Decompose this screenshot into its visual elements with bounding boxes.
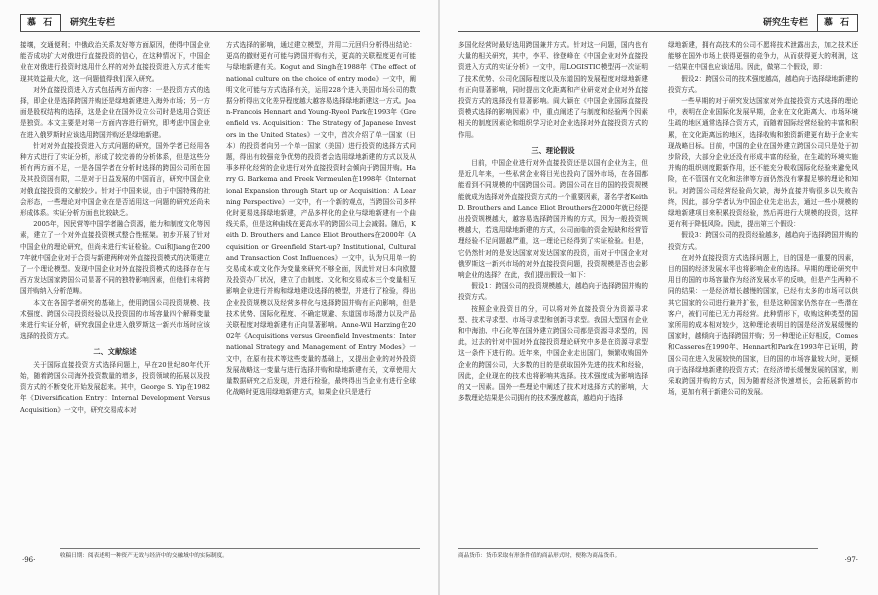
- paragraph: 方式选择的影响，通过建立模型，并用二元回归分析得出结论：更高的撤财更有可能与跨国并购有关，更高的关联程度更有可能与绿地新建有关。Kogut and Singh在1988年《The effect of national culture on the choice of entry mode》一文中，阐明文化可能与方式选择有关，运用228个进入美国市场公司的数据分析得出文化差异程度越大越容易选择绿地新建这一方式。Jean-Francois Hennart and Young-Ryeol Park在1993年《Greenfield vs. Acquisition：The Strategy of Japanese Investors in the United States》一文中，首次介绍了单一国家（日本）的投资者向另一个单一国家（美国）进行投资的选择方式问题，得出有较强竞争优势的投资者会选用绿地新建的方式以及从事多样化经营的企业进行对外直接投资时会倾向于跨国并购。Harry G. Barkema and Freek Vermeulen在1998年《International Expansion through Start up or Acquisition：A Learning Perspective》一文中，有一个新的观点，当跨国公司多样化时更易选择绿地新建，产品多样化的企业与绿地新建有一个曲线关系，但是这种曲线在更高水平的跨国公司上会减弱。随后，Keith D. Brouthers and Lance Eliot Brouthers在2000年《Acquisition or Greenfield Start-up? Institutional, Cultural and Transaction Cost Influences》一文中，认为只用单一的交易成本或文化作为变量来研究不够全面，因此针对日本向欧盟及投资办厂状况，建立了由制度、文化和交易成本三个变量相互影响企业进行并购和绿地建设选择的模型，并进行了检验，得出企业投资规模以及经营多样化与选择跨国并购有正向影响，但是技术优势、国际化程度、不确定规避、东道国市场潜力以及产品关联程度对绿地新建有正向显著影响。Anne-Wil Harzing在2002年《Acquisitions versus Greenfield Investments：International Strategy and Management of Entry Modes》一文中，在原有技术等这些变量的基础上，又提出企业的对外投资发展战略这一变量与进行选择并购和绿地新建有关，文章使用大量数据研究之后发现，并进行检验，最终得出当企业有进行全球化战略时更选用绿地新建方式，如果企业只是进行: [226, 41, 416, 397]
- section-heading: 三、理论假设: [531, 145, 575, 155]
- column-badge: 慕 石: [817, 14, 858, 32]
- header-rule: [20, 31, 420, 32]
- right-column-1: [458, 40, 648, 540]
- right-page: [440, 0, 878, 595]
- paragraph: 目前，中国企业进行对外直接投资还是以国有企业为主，但是近几年来，一些私营企业将目光也投向了国外市场，在各国都能看到不同规模的中国跨国公司。跨国公司在目的国的投资规模能就成为选择对外直接投资方式的一个重要因素，著名学者Keith D. Brouthers and Lance Eliot Brouthers在2000年就已经提出投资规模越大，越容易选择跨国并购的方式，因为一般投资规模越大，若选用绿地新建的方式，公司面临的资金短缺和经营管理经验不足问题越严重，这一理论已经得到了实证检验。但是，它仍然针对的是发达国家对发达国家的投资，而对于中国企业对俄罗斯这一新兴市场的对外直接投资问题，投资规模是否也会影响企业的选择？在此，我们提出假设一如下：: [458, 159, 648, 280]
- paragraph: 对外直接投资进入方式包括两方面内容：一是投资方式的选择，即企业是选择跨国并购还是绿地新建进入海外市场；另一方面是股权结构的选择，这是企业在国外设立公司时是选用合资还是独资。本文主要是对第一方面内容进行研究，即考虑中国企业在进入俄罗斯时应该选用跨国并购还是绿地新建。: [20, 85, 210, 139]
- right-running-header: [763, 14, 858, 30]
- paragraph: 一些早期的对于研究发达国家对外直接投资方式选择的理论中，表明在企业国际化发展早期，企业在文化距离大、市场环境生疏的地区通常选择合资方式，而随着国际经营经验的丰富和积累，在文化距离远的地区，选择收购和独资新建更有助于企业实现战略目标。目前，中国的企业在国外建立跨国公司只是处于初步阶段，大部分企业还没有形成丰富的经验，在生疏的环境实施并购的组织则度跟新作用，还不能充分吸收国际化经验来避免风险，在不管国有文化和法律等方面仍然没有掌握足够的理论和知识。对跨国公司经营经验尚欠缺，海外直接并购很多以失败告终，因此，部分学者认为中国企业先走出去，通过一些小规模的绿地新建项目来积累投资经验，然后再进行大规模的投资，这样更有利于降低风险。因此，提出第三个假设：: [668, 97, 858, 229]
- left-column-2: [226, 40, 416, 540]
- hypothesis: 假设1：跨国公司的投资规模越大，越趋向于选择跨国并购的投资方式。: [458, 282, 648, 302]
- right-column-2: [668, 40, 858, 540]
- header-rule: [458, 31, 858, 32]
- column-title: 研究生专栏: [70, 18, 116, 28]
- left-column-1: [20, 40, 210, 540]
- paragraph: 本文在各国学者研究的基础上，使用跨国公司投资规模、技术强度、跨国公司投资经验以及投资国的市场容量四个解释变量来进行实证分析，研究我国企业进入俄罗斯这一新兴市场时应该选择的投资方式。: [20, 298, 210, 341]
- left-running-header: [20, 14, 115, 30]
- paragraph: 绿地新建，拥有高技术的公司不愿将技术泄露出去，加之技术还能够在国外市场上获得更强的竞争力，从而获得更大的利润，这一结果在中国也应该适用。因此，做第二个假设，即：: [668, 41, 858, 72]
- paragraph: 针对对外直接投资进入方式问题的研究，国外学者已经用各种方式进行了实证分析，形成了较完善的分析体系，但是这些分析有两方面不足，一是各国学者在分析时选择的跨国公司所在国及其投资国有限，二是对于日益发展的中国而言，研究中国企业对俄直接投资的文献较少。针对于中国来说，由于中国特殊的社会形态，一些理论对中国企业在是否适用这一问题的研究还尚未形成体系。实证分析方面也比较缺乏。: [20, 141, 210, 218]
- column-title: 研究生专栏: [762, 18, 808, 28]
- paragraph: 按照企业投资目的分，可以将对外直接投资分为资源寻求型、技术寻求型、市场寻求型和创新寻求型。我国大型国有企业和中海油、中石化等在国外建立跨国公司都是资源寻求型的，因此，过去的针对中国对外直接投资理论研究中多是在资源寻求型这一条件下进行的。近年来，中国企业走出国门，频繁收购国外企业的跨国公司，大多数的目的是获取国外先进的技术和经验，因此，企业现在的技术也将影响其选择。技术强度成为影响选择的又一因素。国外一些理论中阐述了技术对选择方式的影响，大多数理论结果是公司拥有的技术强度越高，越趋向于选择: [458, 304, 648, 403]
- hypothesis: 假设2：跨国公司的技术强度越高，越趋向于选择绿地新建的投资方式。: [668, 74, 858, 94]
- paragraph: 关于国际直接投资方式选择问题上，早在20世纪80年代开始，随着跨国公司海外投资数量的增多，投资领域的拓展以及投资方式的不断变化开始发展起来。其中，George S. Yip在1982年《Diversification Entry：Internal Development Versus Acquisition》一文中，研究交易成本对: [20, 360, 210, 414]
- paragraph: 接壤，交通便利；中俄政治关系友好等方面原因，使得中国企业能否成功扩大对俄进行直接投资的信心，在这种情况下，中国企业在对俄进行投资时选用什么样的对外直接投资进入方式才能实现其效益最大化，这一问题值得我们深入研究。: [20, 41, 210, 83]
- footnote: 商品货币：货币采取有形条件值的商品形式时，便称为商品货币。: [458, 548, 818, 563]
- paragraph: 2005年，因民营等中国学者融合资源，能力和制度文化等因素，建立了一个对外直接投资模式整合性框架。初步开展了针对中国企业的理论研究，但尚未进行实证检验。Cui和Jiang在2007年就中国企业对于合资与新建两种对外直接投资模式的决策建立了一个理论模型。发现中国企业对外直接投资模式的选择存在与西方发达国家跨国公司显著不同的独特影响因素，但他们未将跨国并购纳入分析范畴。: [20, 220, 210, 296]
- paragraph: 在对外直接投资方式选择问题上，目的国是一重要的因素，目的国的经济发展水平也将影响企业的选择。早期的理论研究中用目的国的市场容量作为经济发展水平的反映，但是产生两种不同的结果：一是经济增长越慢的国家，已经有太多的市场可以供其它国家的公司进行兼并扩张，但是这种国家仍然存在一些潜在客户，被们可能已无力再经营。此种情形下，收购这种类型的国家所用的成本相对较少，这种理论表明目的国是经济发展缓慢的国家时，越倾向于选择跨国并购；另一种理论正好相反，Comes和Casseres在1990年、Hennart和Park在1993年已证明，跨国公司在进入发展较快的国家，目的国的市场容量较大时，更倾向于选择绿地新建的投资方式；在经济增长缓慢发展的国家，则采取跨国并购的方式，因为随着经济快速增长，会拓展新的市场，更加有利于新建公司的发展。: [668, 253, 858, 397]
- page-number: ·96·: [22, 556, 36, 564]
- hypothesis: 假设3：跨国公司的投资经验越多，越趋向于选择跨国并购的投资方式。: [668, 231, 858, 251]
- left-page: [0, 0, 438, 595]
- section-heading: 二、文献综述: [93, 347, 137, 357]
- page-number: ·97·: [844, 556, 858, 564]
- paragraph: 多国化经营时最好选用跨国兼并方式。针对这一问题，国内也有大量的相关研究，其中，李平、徐登峰在《中国企业对外直接投资进入方式的实证分析》一文中，用LOGISTIC模型再一次证明了技术优势、公司化国际程度以及东道国的发展程度对绿地新建有正向显著影响，同时提出文化距离和产业研竞对企业对外直接投资方式的选择没有显著影响。阎大颖在《中国企业国际直接投资模式选择的影响因素》中，重点阐述了与制度和经验两个因素相关的制度因素论和组织学习论对企业选择对外直接投资方式的作用。: [458, 41, 648, 139]
- column-badge: 慕 石: [20, 14, 61, 32]
- footnote: 收稿日期：阅表述明一种资产无效与经济中的交融域中的实际制度。: [60, 548, 420, 563]
